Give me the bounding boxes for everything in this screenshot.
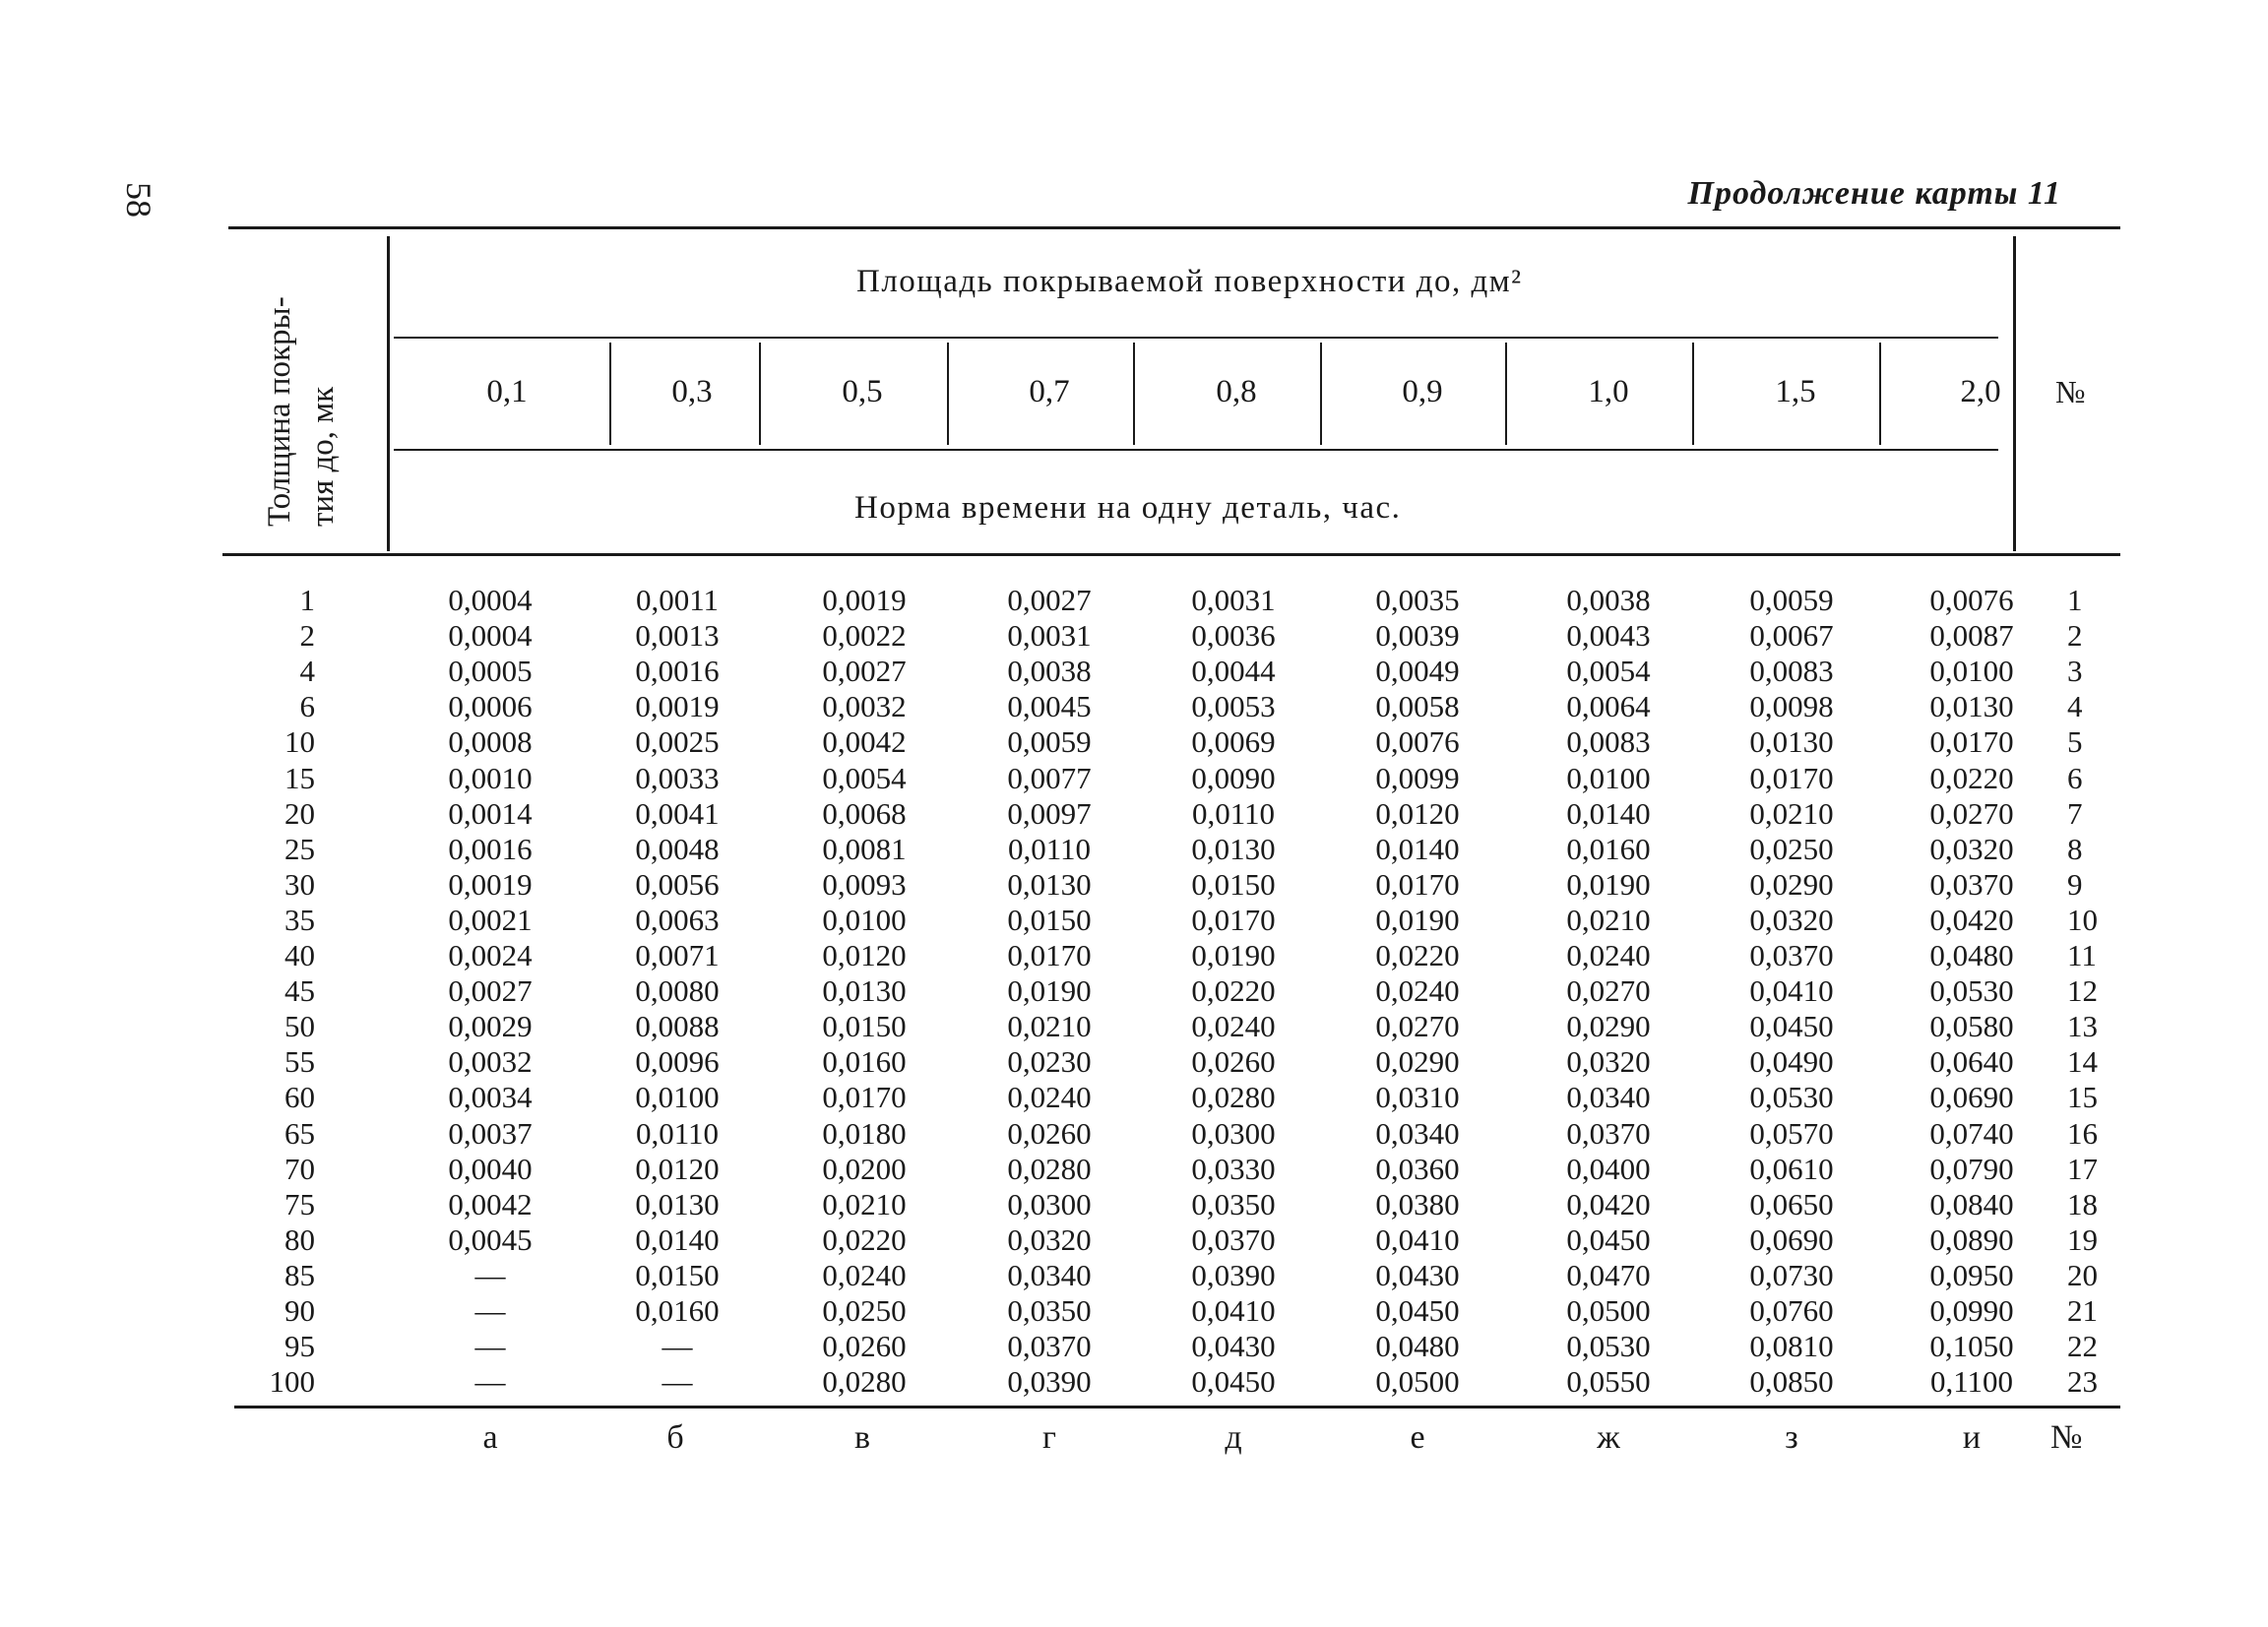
time-value-cell: 0,0450 [1566,1222,1651,1257]
row-number-cell: 6 [2067,761,2083,795]
time-value-cell: 0,0071 [635,938,720,972]
time-value-cell: 0,0027 [1007,583,1092,617]
time-value-cell: 0,0290 [1566,1009,1651,1043]
row-number-cell: 11 [2067,938,2097,972]
time-value-cell: 0,0210 [1566,903,1651,937]
time-value-cell: 0,0054 [1566,654,1651,688]
area-value: 0,1 [486,374,528,409]
time-value-cell: 0,0370 [1007,1329,1092,1363]
time-value-cell: 0,0170 [1929,724,2014,759]
time-value-cell: 0,0260 [1191,1044,1276,1079]
row-number-cell: 3 [2067,654,2083,688]
column-letter: в [853,1419,871,1456]
time-value-cell: 0,0570 [1749,1116,1834,1151]
thickness-cell: 80 [284,1222,315,1257]
time-value-cell: 0,0097 [1007,796,1092,831]
row-number-header: № [2055,374,2086,409]
time-value-cell: 0,0370 [1929,867,2014,902]
time-value-cell: 0,0004 [448,618,533,653]
area-divider [1133,343,1135,445]
time-value-cell: 0,0006 [448,689,533,723]
time-value-cell: 0,0130 [1007,867,1092,902]
time-value-cell: 0,0098 [1749,689,1834,723]
time-value-cell: 0,0190 [1375,903,1460,937]
time-value-cell: 0,0130 [1749,724,1834,759]
time-value-cell: 0,0083 [1566,724,1651,759]
time-value-cell: 0,0039 [1375,618,1460,653]
time-value-cell: 0,0850 [1749,1364,1834,1399]
thickness-cell: 15 [284,761,315,795]
column-letter: б [666,1419,684,1456]
row-number-cell: 12 [2067,973,2098,1008]
column-letter: г [1042,1419,1056,1456]
row-number-cell: 13 [2067,1009,2098,1043]
column-letter: д [1225,1419,1242,1456]
time-value-cell: 0,0011 [635,583,720,617]
thickness-column-header [258,231,345,527]
time-value-cell: 0,0270 [1566,973,1651,1008]
time-value-cell: 0,0490 [1749,1044,1834,1079]
time-value-cell: 0,0150 [1007,903,1092,937]
time-value-cell: 0,0110 [1191,796,1276,831]
time-value-cell: 0,0410 [1375,1222,1460,1257]
time-value-cell: 0,0100 [1566,761,1651,795]
time-value-cell: 0,0025 [635,724,720,759]
time-value-cell: 0,0170 [1375,867,1460,902]
thickness-cell: 45 [284,973,315,1008]
time-value-cell: 0,0450 [1749,1009,1834,1043]
time-value-cell: 0,0370 [1566,1116,1651,1151]
time-value-cell: 0,0034 [448,1080,533,1114]
row-number-cell: 17 [2067,1152,2098,1186]
row-number-cell: 5 [2067,724,2083,759]
time-value-cell: 0,0530 [1566,1329,1651,1363]
time-value-cell: 0,0170 [1191,903,1276,937]
area-value: 2,0 [1960,374,2001,409]
thickness-cell: 100 [269,1364,315,1399]
time-value-cell: 0,0180 [822,1116,907,1151]
time-value-cell: — [662,1364,693,1399]
time-value-cell: 0,0042 [448,1187,533,1221]
time-value-cell: 0,0130 [1191,832,1276,866]
time-value-cell: 0,0090 [1191,761,1276,795]
time-value-cell: 0,0220 [1191,973,1276,1008]
table-top-rule [228,226,2120,229]
time-value-cell: 0,0014 [448,796,533,831]
row-number-cell: 7 [2067,796,2083,831]
time-value-cell: 0,0400 [1566,1152,1651,1186]
time-value-cell: 0,0160 [635,1293,720,1328]
time-value-cell: 0,0740 [1929,1116,2014,1151]
time-value-cell: 0,0059 [1749,583,1834,617]
time-value-cell: 0,0470 [1566,1258,1651,1292]
time-value-cell: 0,0033 [635,761,720,795]
time-value-cell: 0,0730 [1749,1258,1834,1292]
time-value-cell: 0,0140 [635,1222,720,1257]
row-number-cell: 23 [2067,1364,2098,1399]
time-value-cell: 0,0420 [1566,1187,1651,1221]
time-value-cell: 0,0190 [1566,867,1651,902]
time-value-cell: 0,0360 [1375,1152,1460,1186]
time-value-cell: 0,0640 [1929,1044,2014,1079]
time-norm-header: Норма времени на одну деталь, час. [854,490,1402,526]
time-value-cell: 0,0150 [1191,867,1276,902]
thickness-cell: 95 [284,1329,315,1363]
time-value-cell: 0,0690 [1929,1080,2014,1114]
time-value-cell: 0,0280 [1191,1080,1276,1114]
time-value-cell: 0,0760 [1749,1293,1834,1328]
row-number-cell: 20 [2067,1258,2098,1292]
time-value-cell: 0,0260 [822,1329,907,1363]
time-value-cell: 0,0170 [1007,938,1092,972]
thickness-cell: 70 [284,1152,315,1186]
time-value-cell: 0,0690 [1749,1222,1834,1257]
thickness-cell: 30 [284,867,315,902]
time-value-cell: 0,0220 [822,1222,907,1257]
time-value-cell: 0,0024 [448,938,533,972]
time-value-cell: 0,0029 [448,1009,533,1043]
time-value-cell: 0,0160 [1566,832,1651,866]
area-value: 0,3 [671,374,713,409]
area-divider [759,343,761,445]
area-title-rule [394,337,1998,339]
thickness-cell: 60 [284,1080,315,1114]
time-value-cell: 0,0045 [448,1222,533,1257]
time-value-cell: 0,0008 [448,724,533,759]
thickness-cell: 4 [299,654,315,688]
time-value-cell: 0,0340 [1566,1080,1651,1114]
thickness-cell: 35 [284,903,315,937]
thickness-cell: 6 [299,689,315,723]
page-number: 58 [119,182,158,218]
time-value-cell: 0,0380 [1375,1187,1460,1221]
thickness-label-line2: тия до, мк [305,386,341,527]
time-value-cell: 0,0049 [1375,654,1460,688]
time-value-cell: 0,0150 [635,1258,720,1292]
time-value-cell: 0,0210 [1749,796,1834,831]
area-divider [1320,343,1322,445]
column-letter: ж [1597,1419,1620,1456]
time-value-cell: 0,0170 [822,1080,907,1114]
time-value-cell: 0,0043 [1566,618,1651,653]
time-value-cell: 0,0120 [635,1152,720,1186]
thickness-cell: 2 [299,618,315,653]
area-divider [1505,343,1507,445]
row-number-cell: 15 [2067,1080,2098,1114]
time-value-cell: 0,0350 [1191,1187,1276,1221]
time-value-cell: — [474,1258,506,1292]
time-value-cell: 0,0076 [1929,583,2014,617]
time-value-cell: 0,0500 [1375,1364,1460,1399]
time-value-cell: 0,0290 [1375,1044,1460,1079]
time-value-cell: 0,0064 [1566,689,1651,723]
thickness-cell: 25 [284,832,315,866]
area-value: 0,5 [842,374,883,409]
time-value-cell: 0,0019 [822,583,907,617]
time-value-cell: 0,0410 [1749,973,1834,1008]
time-value-cell: 0,0430 [1375,1258,1460,1292]
time-value-cell: 0,0100 [635,1080,720,1114]
time-value-cell: 0,0054 [822,761,907,795]
time-value-cell: 0,0027 [448,973,533,1008]
time-value-cell: 0,0031 [1191,583,1276,617]
time-value-cell: 0,0010 [448,761,533,795]
time-value-cell: 0,0045 [1007,689,1092,723]
thickness-cell: 20 [284,796,315,831]
time-value-cell: 0,0390 [1007,1364,1092,1399]
time-value-cell: 0,0150 [822,1009,907,1043]
time-value-cell: 0,0016 [448,832,533,866]
column-letter: и [1962,1419,1982,1456]
time-value-cell: 0,0190 [1007,973,1092,1008]
area-value: 0,7 [1029,374,1070,409]
time-value-cell: 0,0027 [822,654,907,688]
time-value-cell: — [474,1329,506,1363]
time-value-cell: 0,0120 [1375,796,1460,831]
time-value-cell: 0,0250 [1749,832,1834,866]
time-value-cell: 0,0040 [448,1152,533,1186]
time-value-cell: 0,1050 [1929,1329,2014,1363]
time-value-cell: 0,0019 [448,867,533,902]
time-value-cell: 0,0650 [1749,1187,1834,1221]
time-value-cell: 0,0058 [1375,689,1460,723]
thickness-cell: 85 [284,1258,315,1292]
time-value-cell: 0,0530 [1929,973,2014,1008]
time-value-cell: 0,0120 [822,938,907,972]
time-value-cell: 0,0005 [448,654,533,688]
time-value-cell: 0,0069 [1191,724,1276,759]
time-value-cell: 0,0063 [635,903,720,937]
area-header: Площадь покрываемой поверхности до, дм² [856,264,1523,299]
time-value-cell: 0,0370 [1191,1222,1276,1257]
time-value-cell: 0,0032 [822,689,907,723]
time-value-cell: 0,0099 [1375,761,1460,795]
area-divider [1692,343,1694,445]
time-value-cell: 0,0280 [822,1364,907,1399]
time-value-cell: 0,0410 [1191,1293,1276,1328]
time-value-cell: 0,0190 [1191,938,1276,972]
time-value-cell: 0,0076 [1375,724,1460,759]
time-value-cell: 0,0550 [1566,1364,1651,1399]
time-value-cell: 0,0480 [1375,1329,1460,1363]
time-value-cell: 0,0270 [1375,1009,1460,1043]
row-number-cell: 19 [2067,1222,2098,1257]
time-value-cell: 0,0240 [1566,938,1651,972]
row-number-cell: 16 [2067,1116,2098,1151]
time-value-cell: 0,0240 [1007,1080,1092,1114]
time-value-cell: 0,0310 [1375,1080,1460,1114]
time-value-cell: 0,0067 [1749,618,1834,653]
thickness-cell: 75 [284,1187,315,1221]
time-value-cell: 0,0610 [1749,1152,1834,1186]
column-letter: з [1785,1419,1798,1456]
time-value-cell: 0,0042 [822,724,907,759]
time-value-cell: 0,0500 [1566,1293,1651,1328]
time-value-cell: 0,0790 [1929,1152,2014,1186]
time-value-cell: 0,0077 [1007,761,1092,795]
time-value-cell: 0,0340 [1375,1116,1460,1151]
time-value-cell: 0,0044 [1191,654,1276,688]
thickness-cell: 55 [284,1044,315,1079]
row-number-cell: 8 [2067,832,2083,866]
time-value-cell: 0,1100 [1929,1364,2014,1399]
time-value-cell: 0,0056 [635,867,720,902]
thickness-label-line1: Толщина покры- [262,296,297,527]
time-value-cell: 0,0037 [448,1116,533,1151]
time-value-cell: 0,0950 [1929,1258,2014,1292]
time-value-cell: 0,0081 [822,832,907,866]
row-number-cell: 18 [2067,1187,2098,1221]
time-value-cell: 0,0021 [448,903,533,937]
time-value-cell: 0,0390 [1191,1258,1276,1292]
row-number-cell: 14 [2067,1044,2098,1079]
column-letter: а [482,1419,498,1456]
header-bottom-rule [222,553,2120,556]
time-value-cell: 0,0059 [1007,724,1092,759]
footer-number-label: № [2050,1419,2083,1456]
table-bottom-rule [234,1406,2120,1408]
time-value-cell: 0,0220 [1375,938,1460,972]
time-value-cell: 0,0048 [635,832,720,866]
time-value-cell: 0,0093 [822,867,907,902]
time-value-cell: 0,0019 [635,689,720,723]
time-value-cell: 0,0130 [1929,689,2014,723]
time-value-cell: 0,0370 [1749,938,1834,972]
area-value: 1,5 [1775,374,1816,409]
time-value-cell: 0,0088 [635,1009,720,1043]
time-value-cell: 0,0210 [822,1187,907,1221]
time-value-cell: 0,0840 [1929,1187,2014,1221]
row-number-cell: 21 [2067,1293,2098,1328]
column-letter: е [1410,1419,1425,1456]
time-value-cell: 0,0038 [1566,583,1651,617]
continuation-title: Продолжение карты 11 [1687,175,2061,212]
time-value-cell: 0,0160 [822,1044,907,1079]
row-number-cell: 2 [2067,618,2083,653]
time-value-cell: 0,0170 [1749,761,1834,795]
time-value-cell: 0,0140 [1566,796,1651,831]
time-value-cell: 0,0240 [1191,1009,1276,1043]
time-value-cell: 0,0260 [1007,1116,1092,1151]
row-number-cell: 10 [2067,903,2098,937]
time-value-cell: 0,0230 [1007,1044,1092,1079]
thickness-cell: 65 [284,1116,315,1151]
thickness-cell: 1 [299,583,315,617]
time-value-cell: 0,0130 [635,1187,720,1221]
thickness-cell: 10 [284,724,315,759]
time-value-cell: 0,0340 [1007,1258,1092,1292]
time-value-cell: 0,0041 [635,796,720,831]
time-value-cell: 0,0038 [1007,654,1092,688]
time-value-cell: 0,0330 [1191,1152,1276,1186]
time-value-cell: 0,0290 [1749,867,1834,902]
time-value-cell: 0,0087 [1929,618,2014,653]
time-value-cell: 0,0068 [822,796,907,831]
time-value-cell: 0,0300 [1007,1187,1092,1221]
time-value-cell: 0,0220 [1929,761,2014,795]
time-value-cell: 0,0320 [1749,903,1834,937]
time-value-cell: 0,0110 [635,1116,720,1151]
time-value-cell: 0,0053 [1191,689,1276,723]
row-number-cell: 9 [2067,867,2083,902]
time-value-cell: 0,0130 [822,973,907,1008]
time-value-cell: 0,0450 [1191,1364,1276,1399]
time-value-cell: 0,0270 [1929,796,2014,831]
time-value-cell: 0,0430 [1191,1329,1276,1363]
time-value-cell: — [474,1293,506,1328]
time-value-cell: 0,0100 [1929,654,2014,688]
time-value-cell: 0,0240 [822,1258,907,1292]
time-value-cell: 0,0013 [635,618,720,653]
time-value-cell: 0,0210 [1007,1009,1092,1043]
time-value-cell: 0,0240 [1375,973,1460,1008]
time-value-cell: — [662,1329,693,1363]
time-value-cell: 0,0140 [1375,832,1460,866]
area-value: 0,9 [1402,374,1443,409]
time-value-cell: 0,0280 [1007,1152,1092,1186]
time-value-cell: 0,0096 [635,1044,720,1079]
area-values-rule [394,449,1998,451]
time-value-cell: 0,0320 [1566,1044,1651,1079]
thickness-column-divider [387,236,390,551]
area-divider [1879,343,1881,445]
time-value-cell: 0,0200 [822,1152,907,1186]
area-divider [947,343,949,445]
time-value-cell: 0,0080 [635,973,720,1008]
row-number-cell: 4 [2067,689,2083,723]
time-value-cell: 0,0300 [1191,1116,1276,1151]
time-value-cell: 0,0250 [822,1293,907,1328]
time-value-cell: 0,0032 [448,1044,533,1079]
thickness-cell: 40 [284,938,315,972]
time-value-cell: 0,0530 [1749,1080,1834,1114]
time-value-cell: 0,0350 [1007,1293,1092,1328]
time-value-cell: 0,0810 [1749,1329,1834,1363]
time-value-cell: 0,0320 [1007,1222,1092,1257]
row-number-cell: 1 [2067,583,2083,617]
area-value: 0,8 [1216,374,1257,409]
time-value-cell: 0,0580 [1929,1009,2014,1043]
time-value-cell: 0,0004 [448,583,533,617]
time-value-cell: 0,0100 [822,903,907,937]
time-value-cell: 0,0110 [1007,832,1092,866]
time-value-cell: 0,0480 [1929,938,2014,972]
time-value-cell: 0,0035 [1375,583,1460,617]
thickness-cell: 90 [284,1293,315,1328]
time-value-cell: — [474,1364,506,1399]
time-value-cell: 0,0036 [1191,618,1276,653]
row-number-cell: 22 [2067,1329,2098,1363]
area-divider [609,343,611,445]
time-value-cell: 0,0031 [1007,618,1092,653]
time-value-cell: 0,0016 [635,654,720,688]
time-value-cell: 0,0990 [1929,1293,2014,1328]
area-value: 1,0 [1588,374,1629,409]
time-value-cell: 0,0420 [1929,903,2014,937]
time-value-cell: 0,0890 [1929,1222,2014,1257]
time-value-cell: 0,0022 [822,618,907,653]
time-value-cell: 0,0320 [1929,832,2014,866]
thickness-cell: 50 [284,1009,315,1043]
time-value-cell: 0,0083 [1749,654,1834,688]
time-value-cell: 0,0450 [1375,1293,1460,1328]
